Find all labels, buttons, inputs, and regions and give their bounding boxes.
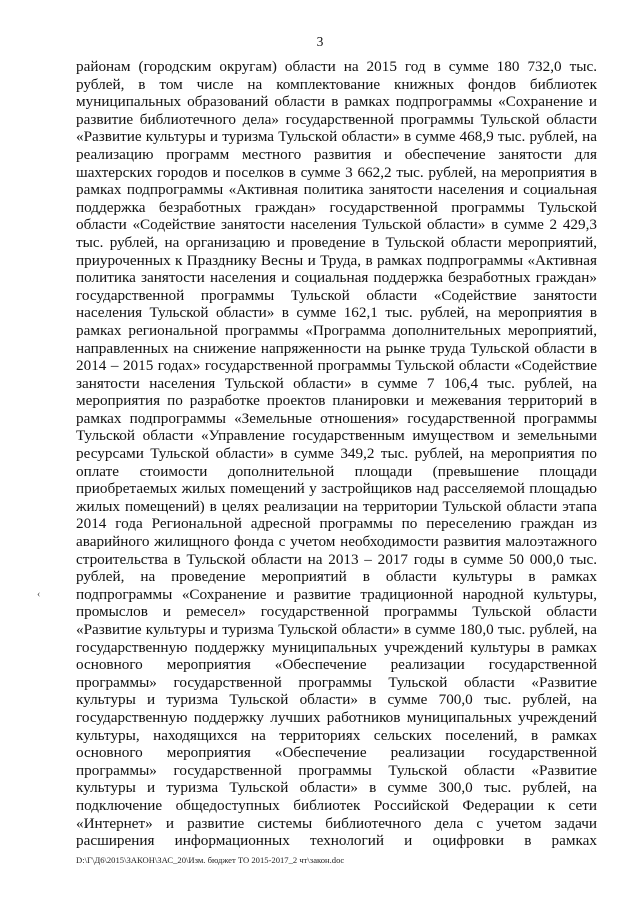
text-line: тыс. рублей, на организацию и проведение в Тульской области мероприятий, [76, 233, 597, 251]
text-line: Тульской области «Управление государственным имуществом и земельными [76, 427, 597, 445]
text-line: 2014 – 2015 годах» государственной программы Тульской области «Содействие [76, 357, 597, 375]
text-line: рублей, на проведение мероприятий в области культуры в рамках [76, 568, 597, 586]
text-line: программы» государственной программы Тульской области «Развитие [76, 673, 597, 691]
text-line: реализацию программ местного развития и обеспечение занятости для [76, 145, 597, 163]
text-line: рамках региональной программы «Программа дополнительных мероприятий, [76, 321, 597, 339]
text-line: строительства в Тульской области на 2013 – 2017 годы в сумме 50 000,0 тыс. [76, 550, 597, 568]
text-line: политика занятости населения и социальная поддержка безработных граждан» [76, 269, 597, 287]
text-line: рамках подпрограммы «Земельные отношения» государственной программы [76, 409, 597, 427]
text-line: рублей, в том числе на комплектование книжных фондов библиотек [76, 75, 597, 93]
text-line: мероприятия по разработке проектов планировки и межевания территорий в [76, 392, 597, 410]
text-line: оплате стоимости дополнительной площади (превышение площади [76, 462, 597, 480]
text-line: развитие библиотечного дела» государственной программы Тульской области [76, 110, 597, 128]
text-line: государственной программы Тульской области «Содействие занятости [76, 286, 597, 304]
text-line: основного мероприятия «Обеспечение реализации государственной [76, 744, 597, 762]
text-line: подключение общедоступных библиотек Российской Федерации к сети [76, 796, 597, 814]
page-number: 3 [316, 34, 324, 49]
text-line: жилых помещений) в целях реализации на территории Тульской области этапа [76, 497, 597, 515]
text-line: государственную поддержку муниципальных учреждений культуры в рамках [76, 638, 597, 656]
text-line: государственную поддержку лучших работников муниципальных учреждений [76, 708, 597, 726]
footer-file-path: D:\Г\Д6\2015\ЗАКОН\ЗАС_20\Изм. бюджет ТО 2015-2017_2 чт\закон.doc [76, 855, 345, 865]
text-line: ресурсами Тульской области» в сумме 349,2 тыс. рублей, на мероприятия по [76, 445, 597, 463]
text-line: приобретаемых жилых помещений у застройщиков над расселяемой площадью [76, 480, 597, 498]
text-line: «Развитие культуры и туризма Тульской области» в сумме 468,9 тыс. рублей, на [76, 128, 597, 146]
margin-mark: ‹ [37, 589, 41, 600]
text-line: районам (городским округам) области на 2015 год в сумме 180 732,0 тыс. [76, 58, 597, 75]
text-line: культуры и туризма Тульской области» в сумме 700,0 тыс. рублей, на [76, 691, 597, 709]
text-line: культуры, находящихся на территориях сельских поселений, в рамках [76, 726, 597, 744]
text-line: муниципальных образований области в рамках подпрограммы «Сохранение и [76, 93, 597, 111]
text-line: рамках подпрограммы «Активная политика занятости населения и социальная [76, 181, 597, 199]
text-line: занятости населения Тульской области» в сумме 7 106,4 тыс. рублей, на [76, 374, 597, 392]
text-line: аварийного жилищного фонда с учетом необходимости развития малоэтажного [76, 533, 597, 551]
text-line: населения Тульской области» в сумме 162,1 тыс. рублей, на мероприятия в [76, 304, 597, 322]
text-line: направленных на снижение напряженности на рынке труда Тульской области в [76, 339, 597, 357]
text-line: 2014 года Региональной адресной программы по переселению граждан из [76, 515, 597, 533]
text-line: культуры и туризма Тульской области» в сумме 300,0 тыс. рублей, на [76, 779, 597, 797]
text-line: подпрограммы «Сохранение и развитие традиционной народной культуры, [76, 585, 597, 603]
document-body-text [76, 58, 597, 850]
text-line: основного мероприятия «Обеспечение реализации государственной [76, 656, 597, 674]
text-line: промыслов и ремесел» государственной программы Тульской области [76, 603, 597, 621]
text-line: программы» государственной программы Тульской области «Развитие [76, 761, 597, 779]
text-line: приуроченных к Празднику Весны и Труда, в рамках подпрограммы «Активная [76, 251, 597, 269]
text-line: расширения информационных технологий и оцифровки в рамках [76, 832, 597, 850]
text-line: «Интернет» и развитие системы библиотечного дела с учетом задачи [76, 814, 597, 832]
text-line: шахтерских городов и поселков в сумме 3 662,2 тыс. рублей, на мероприятия в [76, 163, 597, 181]
text-line: области «Содействие занятости населения Тульской области» в сумме 2 429,3 [76, 216, 597, 234]
text-line: поддержка безработных граждан» государственной программы Тульской [76, 198, 597, 216]
text-line: «Развитие культуры и туризма Тульской области» в сумме 180,0 тыс. рублей, на [76, 621, 597, 638]
